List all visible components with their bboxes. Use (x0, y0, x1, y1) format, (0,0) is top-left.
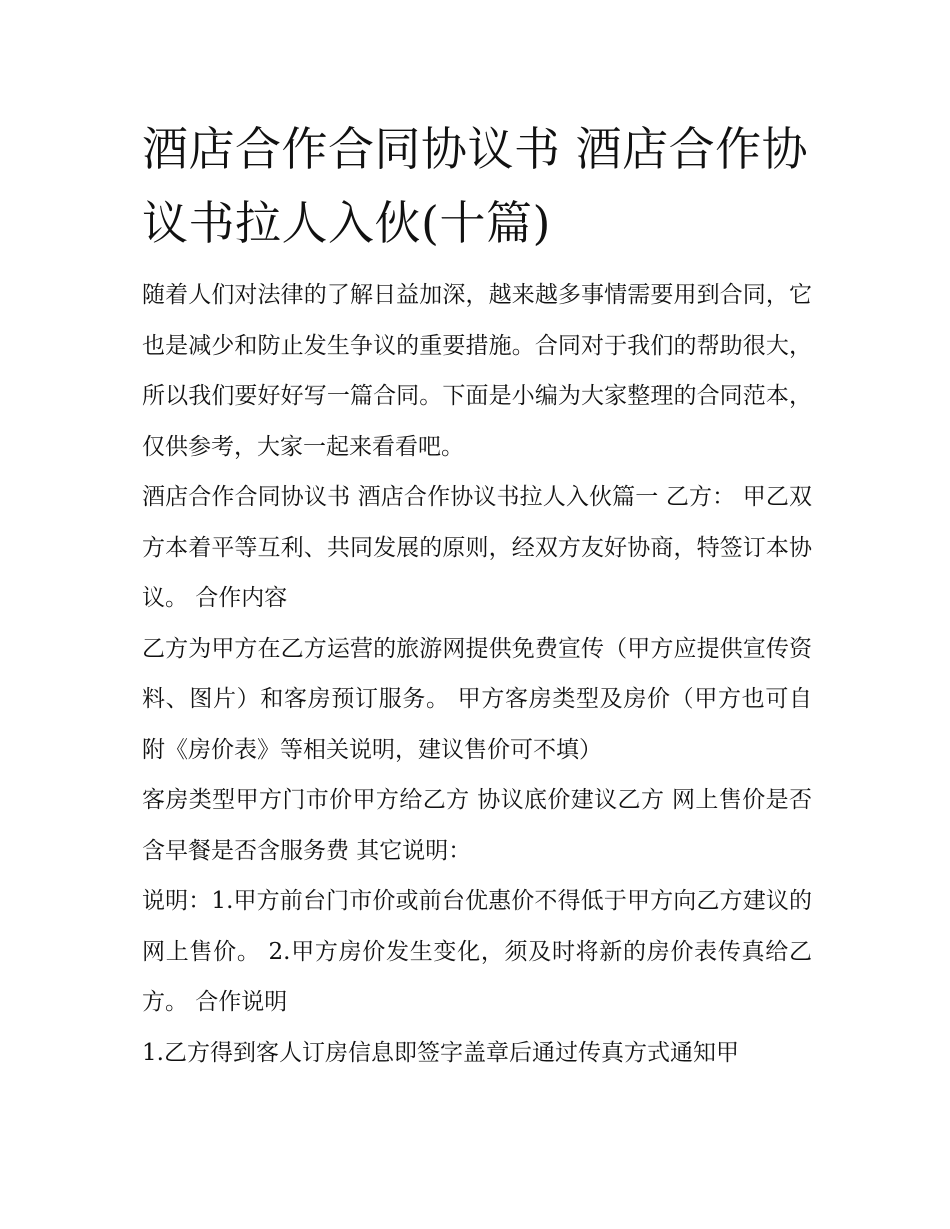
agreement-opening-paragraph: 酒店合作合同协议书 酒店合作协议书拉人入伙篇一 乙方： 甲乙双方本着平等互利、共同发展的原则，经双方友好协商，特签订本协议。 合作内容 (142, 484, 812, 611)
room-type-paragraph: 客房类型甲方门市价甲方给乙方 协议底价建议乙方 网上售价是否含早餐是否含服务费 其它说明： (142, 787, 812, 864)
document-body (142, 112, 812, 1078)
intro-paragraph: 随着人们对法律的了解日益加深，越来越多事情需要用到合同，它也是减少和防止发生争议的重要措施。合同对于我们的帮助很大，所以我们要好好写一篇合同。下面是小编为大家整理的合同范本，仅供参考，大家一起来看看吧。 (142, 282, 812, 460)
document-title: 酒店合作合同协议书 酒店合作协议书拉人入伙(十篇) (142, 122, 809, 250)
price-note-paragraph: 说明：1.甲方前台门市价或前台优惠价不得低于甲方向乙方建议的网上售价。 2.甲方房价发生变化，须及时将新的房价表传真给乙方。 合作说明 (142, 888, 812, 1015)
cooperation-content-paragraph: 乙方为甲方在乙方运营的旅游网提供免费宣传（甲方应提供宣传资料、图片）和客房预订服务。 甲方客房类型及房价（甲方也可自附《房价表》等相关说明，建议售价可不填） (142, 635, 812, 763)
cooperation-terms-paragraph: 1.乙方得到客人订房信息即签字盖章后通过传真方式通知甲 (142, 1039, 739, 1066)
